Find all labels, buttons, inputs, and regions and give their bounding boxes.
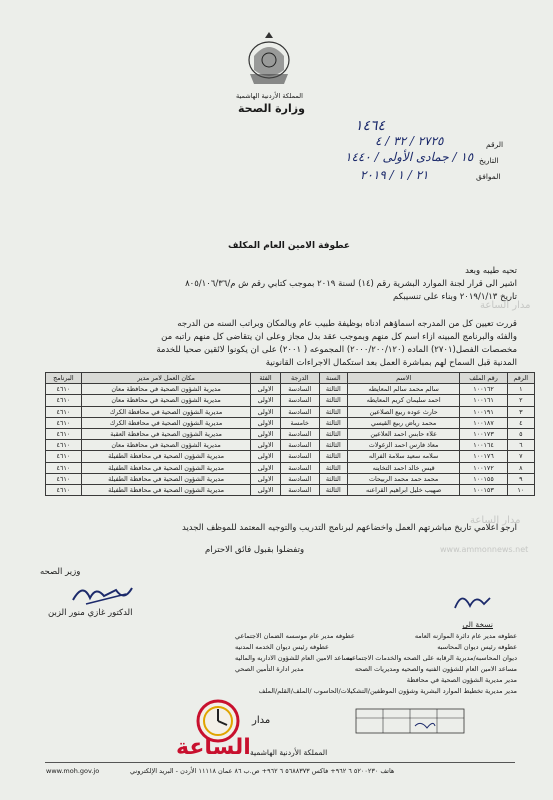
table-cell: الاولى — [251, 428, 280, 439]
table-cell: السادسة — [280, 395, 319, 406]
table-cell: محمد حمد محمد الربيحات — [347, 473, 460, 484]
table-header-cell: الدرجة — [280, 373, 319, 384]
table-cell: ٩ — [507, 473, 534, 484]
table-cell: علاء حابس احمد العلاعين — [347, 428, 460, 439]
table-header-cell: رقم الملف — [460, 373, 507, 384]
paragraph2-line2: والفئه والبرنامج المبينه ازاء اسم كل منهم وبموجب عقد بدل مجاز وعلى ان يتقاضى كل منهم راتبه من — [161, 332, 517, 342]
table-cell: مديرية الشؤون الصحية في محافظة الطفيلة — [81, 462, 251, 473]
copies-title: نسخة الى — [462, 620, 493, 629]
table-cell: الثالثة — [319, 451, 347, 462]
table-header-row — [46, 373, 535, 384]
table-cell: ٧ — [507, 451, 534, 462]
table-cell: ٤٦١٠ — [46, 473, 82, 484]
table-cell: ٤ — [507, 417, 534, 428]
table-cell: ٤٦١٠ — [46, 440, 82, 451]
table-cell: ١٠٠١٥٣ — [460, 484, 507, 495]
table-header-cell: الاسم — [347, 373, 460, 384]
paragraph1-line1: اشير الى قرار لجنة الموارد البشرية رقم (١٤) لسنة ٢٠١٩ بموجب كتابي رقم ش م/٨٠٥/١٠٦/٣٦ — [185, 279, 517, 289]
footer-contact: هاتف ٥٢٠٠٢٣٠ ٦ ٩٦٢+ فاكس ٥٦٨٨٣٧٣ ٦ ٩٦٢+ ص.ب ٨٦ عمان ١١١١٨ الأردن - البريد الإلكتروني — [130, 767, 395, 775]
copies-right-item: عطوفه رئيس ديوان المحاسبه — [437, 643, 517, 651]
table-row — [46, 451, 535, 462]
logo-subtitle: مدار — [252, 715, 271, 726]
copies-right-item: مدير مديرية الشؤون الصحية في محافظة — [406, 676, 517, 684]
copies-right-item: عطوفه مدير عام دائرة الموازنه العامه — [414, 632, 517, 640]
initials-stamp-box — [355, 708, 465, 734]
ministry-top-label: المملكة الأردنية الهاشمية — [236, 92, 303, 100]
salutation: عطوفة الامين العام المكلف — [228, 241, 351, 251]
table-cell: قيس خالد احمد التخاينه — [347, 462, 460, 473]
table-cell: ٤٦١٠ — [46, 484, 82, 495]
table-header-cell: الرقم — [507, 373, 534, 384]
table-row — [46, 462, 535, 473]
table-cell: الاولى — [251, 440, 280, 451]
table-row — [46, 473, 535, 484]
table-cell: ١٠٠١٨٧ — [460, 417, 507, 428]
table-cell: الاولى — [251, 417, 280, 428]
copies-right-item: مدير مديرية تخطيط الموارد البشرية وشؤون الموظفين/التشكيلات/الحاسوب /الملف/القلم/الملف — [258, 687, 517, 695]
table-row — [46, 406, 535, 417]
table-cell: الثالثة — [319, 484, 347, 495]
footer-divider — [45, 762, 515, 763]
table-cell: الاولى — [251, 462, 280, 473]
table-row — [46, 384, 535, 395]
watermark-url: www.ammonnews.net — [440, 545, 529, 554]
copies-right-item: ديوان المحاسبه/مديرية الرقابه على الصحه والخدمات الاجتماعيه — [346, 654, 517, 662]
table-cell: سلامه سعيد سلامة الفراله — [347, 451, 460, 462]
closing-line2: وتفضلوا بقبول فائق الاحترام — [205, 545, 305, 555]
footer-website: www.moh.gov.jo — [46, 767, 100, 775]
table-row — [46, 428, 535, 439]
table-cell: الاولى — [251, 451, 280, 462]
table-cell: ٢ — [507, 395, 534, 406]
ref-label: الرقم — [486, 140, 504, 149]
table-cell: ١٠٠١٦١ — [460, 395, 507, 406]
copies-left-item: مساعد الامين العام للشؤون الاداريه والماليه — [235, 654, 353, 662]
table-cell: ١ — [507, 384, 534, 395]
table-cell: السادسة — [280, 384, 319, 395]
table-cell: الثالثة — [319, 406, 347, 417]
watermark-2: مدار الساعة — [470, 515, 521, 526]
corresponding-value: ٢١ / ١ / ٢٠١٩ — [360, 168, 429, 182]
appointees-table — [45, 372, 535, 496]
table-cell: الثالثة — [319, 462, 347, 473]
table-cell: ٨ — [507, 462, 534, 473]
table-row — [46, 484, 535, 495]
table-cell: السادسة — [280, 462, 319, 473]
table-cell: صهيب خليل ابراهيم القراعنه — [347, 484, 460, 495]
table-cell: السادسة — [280, 406, 319, 417]
table-header-cell: الفئة — [251, 373, 280, 384]
table-cell: ١٠٠١٧٢ — [460, 462, 507, 473]
copies-right-item: مساعد الامين العام للشؤون الفنيه والصحيه ومديريات الصحه — [354, 665, 517, 673]
handwritten-note-icon — [450, 586, 495, 616]
table-cell: ٤٦١٠ — [46, 384, 82, 395]
watermark-1: مدار الساعة — [480, 300, 531, 311]
table-cell: الثالثة — [319, 440, 347, 451]
table-row — [46, 440, 535, 451]
minister-title: وزير الصحه — [40, 567, 81, 577]
table-cell: حارث عوده ربيع الصلاعين — [347, 406, 460, 417]
table-cell: ٤٦١٠ — [46, 428, 82, 439]
table-cell: الاولى — [251, 473, 280, 484]
table-cell: احمد سليمان كريم المعايطه — [347, 395, 460, 406]
table-cell: ١٠٠١٧٦ — [460, 451, 507, 462]
paragraph2-line3: مخصصات الفصل(٢٧٠١) الماده (٢٠٠٠/٢٠٠/١٢٠) المجموعه ( ٢٠٠١) على ان يكونوا لائقين صحيا للخدمة — [156, 345, 517, 355]
table-cell: سالم محمد سالم المعايطه — [347, 384, 460, 395]
footer-kingdom: المملكة الأردنية الهاشمية — [250, 748, 328, 757]
table-cell: ١٠٠١٩١ — [460, 406, 507, 417]
table-row — [46, 395, 535, 406]
table-cell: الثالثة — [319, 384, 347, 395]
table-cell: الاولى — [251, 395, 280, 406]
table-cell: الاولى — [251, 406, 280, 417]
table-body — [46, 384, 535, 496]
minister-name: الدكتور غازي منور الزبن — [48, 608, 133, 618]
copies-left-item: مدير ادارة التأمين الصحي — [235, 665, 304, 673]
table-header-cell: السنة — [319, 373, 347, 384]
paragraph2-line4: المدنية قبل السماح لهم بمباشرة العمل بعد استكمال الاجراءات القانونية — [265, 358, 517, 368]
table-cell: ١٠ — [507, 484, 534, 495]
minister-signature-icon — [68, 580, 138, 608]
table-cell: ٦ — [507, 440, 534, 451]
table-cell: السادسة — [280, 428, 319, 439]
table-cell: الثالثة — [319, 428, 347, 439]
table-header-cell: البرنامج — [46, 373, 82, 384]
table-cell: ١٠٠١٥٥ — [460, 473, 507, 484]
table-cell: ١٠٠١٦٤ — [460, 440, 507, 451]
table-cell: السادسة — [280, 451, 319, 462]
copies-left-item: عطوفه مدير عام موسسه الضمان الاجتماعي — [235, 632, 355, 640]
table-cell: محمد رياض ربيع القيسي — [347, 417, 460, 428]
table-cell: مديرية الشؤون الصحية في محافظة الكرك — [81, 417, 251, 428]
closing-line1: ارجو اعلامي تاريخ مباشرتهم العمل واخضاعهم لبرنامج التدريب والتوجيه المعتمد للموظف الجديد — [181, 523, 517, 533]
date-value: ١٥ / جمادى الأولى / ١٤٤٠ — [345, 150, 474, 164]
table-cell: مديرية الشؤون الصحية في محافظة معان — [81, 440, 251, 451]
table-cell: مديرية الشؤون الصحية في محافظة الطفيلة — [81, 484, 251, 495]
table-cell: معاذ فارس احمد الزغولات — [347, 440, 460, 451]
table-cell: ٤٦١٠ — [46, 462, 82, 473]
table-cell: مديرية الشؤون الصحية في محافظة معان — [81, 384, 251, 395]
table-row — [46, 417, 535, 428]
jordan-crest-icon — [242, 30, 296, 92]
table-cell: الثالثة — [319, 473, 347, 484]
logo-text: الساعة — [176, 735, 251, 760]
table-cell: ٤٦١٠ — [46, 451, 82, 462]
table-cell: ٤٦١٠ — [46, 395, 82, 406]
corresponding-label: الموافق — [476, 172, 501, 181]
table-cell: السادسة — [280, 473, 319, 484]
ministry-name: وزارة الصحة — [238, 102, 305, 115]
table-cell: مديرية الشؤون الصحية في محافظة معان — [81, 395, 251, 406]
table-cell: ٥ — [507, 428, 534, 439]
paragraph2-line1: قررت تعيين كل من المدرجه اسماؤهم ادناه بوظيفة طبيب عام وبالمكان وبراتب السنه من الدرجه — [177, 319, 517, 329]
table-cell: ١٠٠١٦٢ — [460, 384, 507, 395]
table-header-cell: مكان العمل لامر مدير — [81, 373, 251, 384]
table-cell: الاولى — [251, 384, 280, 395]
handwritten-number: ١٤٦٤ — [355, 118, 386, 134]
table-cell: السادسة — [280, 440, 319, 451]
table-cell: الثالثة — [319, 417, 347, 428]
table-cell: الثالثة — [319, 395, 347, 406]
table-cell: مديرية الشؤون الصحية في محافظة الطفيلة — [81, 451, 251, 462]
table-cell: ٣ — [507, 406, 534, 417]
table-cell: السادسة — [280, 484, 319, 495]
table-cell: الاولى — [251, 484, 280, 495]
date-label: التاريخ — [479, 156, 499, 165]
copies-left-item: عطوفه رئيس ديوان الخدمه المدنيه — [235, 643, 329, 651]
table-cell: ١٠٠١٧٣ — [460, 428, 507, 439]
table-cell: ٤٦١٠ — [46, 406, 82, 417]
ref-value: ٢٧٢٥ / ٣٢ / ٤ — [375, 134, 444, 148]
table-cell: مديرية الشؤون الصحية في محافظة الطفيلة — [81, 473, 251, 484]
greeting: تحيه طيبه وبعد — [465, 266, 517, 276]
table-cell: ٤٦١٠ — [46, 417, 82, 428]
paragraph1-line2: تاريخ ٢٠١٩/١/١٣ وبناء على تنسيبكم — [392, 292, 517, 302]
table-cell: مديرية الشؤون الصحية في محافظة العقبة — [81, 428, 251, 439]
table-cell: مديرية الشؤون الصحية في محافظة الكرك — [81, 406, 251, 417]
table-cell: خامسة — [280, 417, 319, 428]
